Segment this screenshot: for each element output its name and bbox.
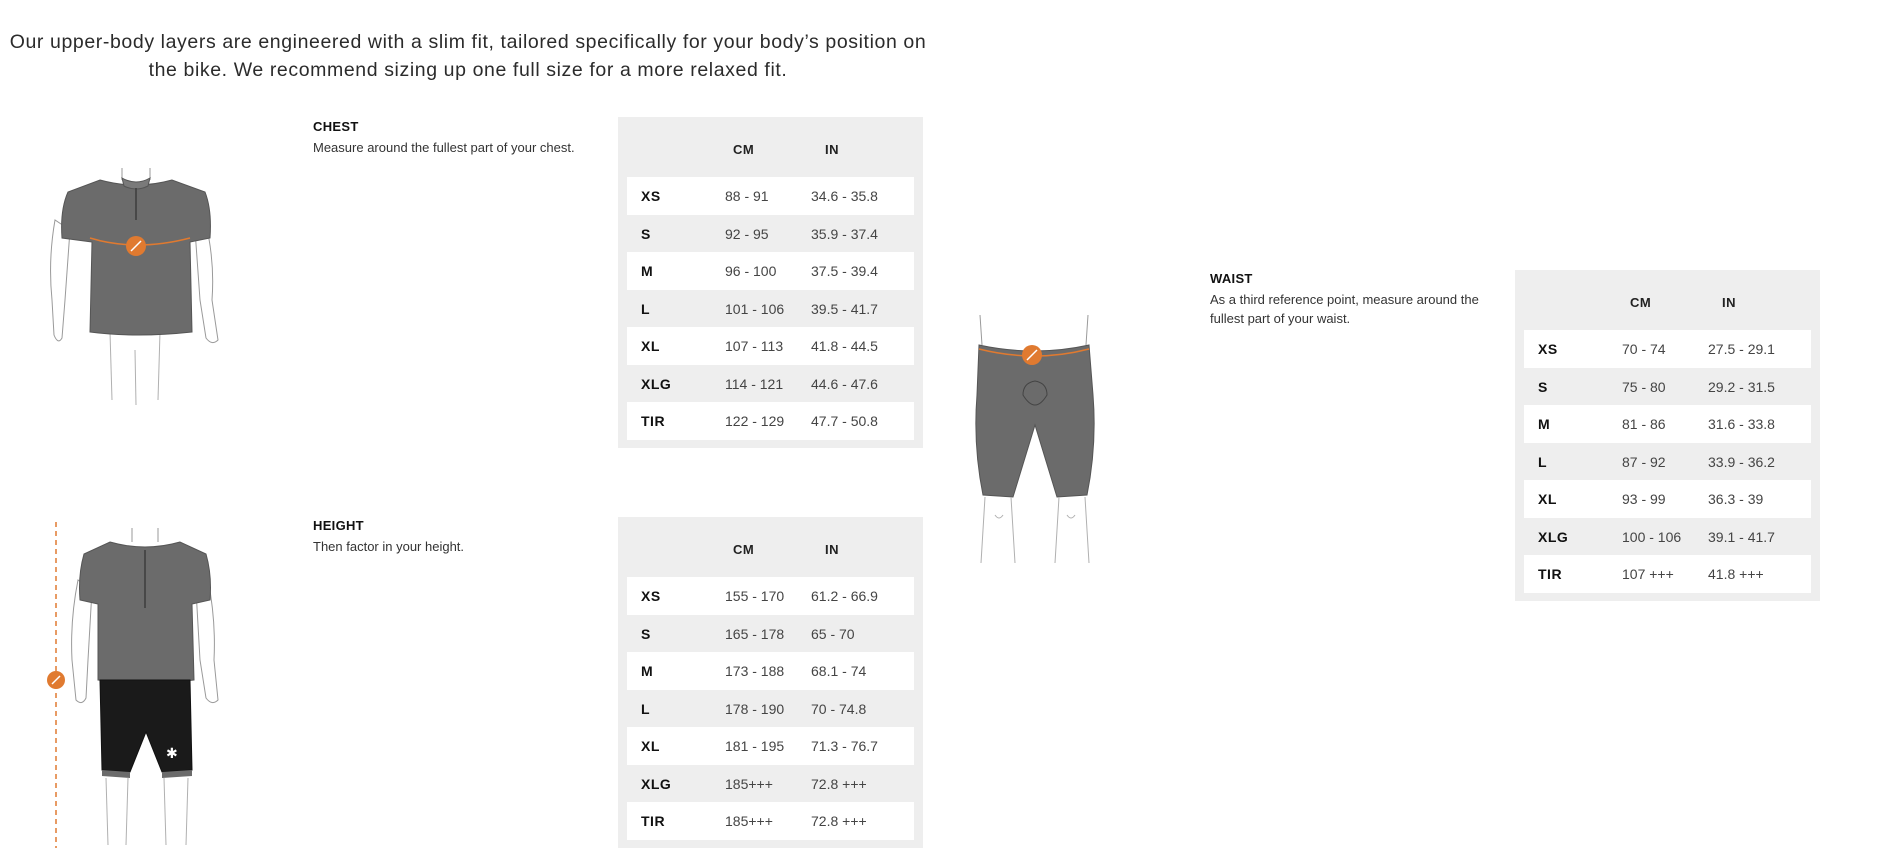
height-size-table xyxy=(618,517,923,848)
cm-value: 185+++ xyxy=(725,775,773,792)
chest-description: Measure around the fullest part of your chest. xyxy=(313,140,575,155)
cm-value: 93 - 99 xyxy=(1622,491,1666,507)
table-row xyxy=(1524,405,1811,443)
in-value: 33.9 - 36.2 xyxy=(1708,453,1775,470)
size-label: XS xyxy=(641,588,661,604)
size-label: XL xyxy=(1538,491,1557,507)
waist-section-text xyxy=(1210,271,1500,328)
table-row xyxy=(627,615,914,653)
table-row xyxy=(1524,518,1811,556)
cm-value: 122 - 129 xyxy=(725,413,785,429)
table-row xyxy=(627,215,914,253)
table-row xyxy=(1524,480,1811,518)
table-row xyxy=(627,765,914,803)
in-value: 27.5 - 29.1 xyxy=(1708,341,1775,357)
table-row xyxy=(627,652,914,690)
in-value: 47.7 - 50.8 xyxy=(811,413,878,429)
cm-value: 92 - 95 xyxy=(725,225,769,242)
cm-value: 100 - 106 xyxy=(1622,528,1682,545)
table-row xyxy=(1524,555,1811,593)
intro-text: Our upper-body layers are engineered with a slim fit, tailored specifically for your body’s position on the bike. We recommend sizing up one full size for a more relaxed fit. xyxy=(9,30,927,81)
in-value: 41.8 - 44.5 xyxy=(811,338,878,354)
in-value: 65 - 70 xyxy=(811,625,855,642)
table-row xyxy=(627,327,914,365)
chest-section-text xyxy=(313,119,613,157)
waist-title: WAIST xyxy=(1210,271,1253,286)
cm-value: 181 - 195 xyxy=(725,738,785,754)
in-value: 41.8 +++ xyxy=(1708,566,1764,582)
svg-text:✱: ✱ xyxy=(166,746,178,762)
in-value: 37.5 - 39.4 xyxy=(811,263,878,279)
cm-value: 88 - 91 xyxy=(725,188,769,204)
size-label: TIR xyxy=(641,813,666,829)
in-value: 71.3 - 76.7 xyxy=(811,738,878,754)
height-description: Then factor in your height. xyxy=(313,539,465,554)
cm-value: 114 - 121 xyxy=(725,375,784,392)
in-value: 36.3 - 39 xyxy=(1708,491,1764,507)
table-row xyxy=(627,290,914,328)
column-header-in: IN xyxy=(1722,295,1736,310)
table-row xyxy=(627,402,914,440)
size-label: S xyxy=(641,225,651,242)
in-value: 34.6 - 35.8 xyxy=(811,188,878,204)
column-header-cm: CM xyxy=(733,142,755,157)
table-header xyxy=(627,517,914,577)
table-row xyxy=(627,690,914,728)
size-label: XLG xyxy=(641,775,672,792)
table-row xyxy=(1524,443,1811,481)
in-value: 35.9 - 37.4 xyxy=(811,225,878,242)
size-label: M xyxy=(641,263,654,279)
table-row xyxy=(1524,330,1811,368)
column-header-in: IN xyxy=(825,142,839,157)
in-value: 29.2 - 31.5 xyxy=(1708,378,1775,395)
in-value: 68.1 - 74 xyxy=(811,663,867,679)
chest-measurement-illustration xyxy=(40,160,230,410)
size-label: XS xyxy=(1538,341,1558,357)
cm-value: 75 - 80 xyxy=(1622,378,1666,395)
cm-value: 70 - 74 xyxy=(1622,341,1666,357)
in-value: 31.6 - 33.8 xyxy=(1708,416,1775,432)
table-row xyxy=(627,802,914,840)
size-label: XS xyxy=(641,188,661,204)
cm-value: 101 - 106 xyxy=(725,300,785,317)
size-label: L xyxy=(641,700,651,717)
table-row xyxy=(627,252,914,290)
size-label: S xyxy=(1538,378,1548,395)
cm-value: 165 - 178 xyxy=(725,625,785,642)
cm-value: 107 +++ xyxy=(1622,566,1674,582)
in-value: 39.1 - 41.7 xyxy=(1708,528,1775,545)
in-value: 61.2 - 66.9 xyxy=(811,588,878,604)
cm-value: 185+++ xyxy=(725,813,773,829)
size-label: M xyxy=(1538,416,1551,432)
size-label: XL xyxy=(641,738,660,754)
size-label: XLG xyxy=(641,375,672,392)
size-label: L xyxy=(641,300,651,317)
in-value: 70 - 74.8 xyxy=(811,700,867,717)
table-row xyxy=(627,365,914,403)
in-value: 72.8 +++ xyxy=(811,813,867,829)
column-header-cm: CM xyxy=(733,542,755,557)
size-label: XL xyxy=(641,338,660,354)
table-row xyxy=(627,177,914,215)
size-label: S xyxy=(641,625,651,642)
table-row xyxy=(1524,368,1811,406)
chest-size-table xyxy=(618,117,923,448)
waist-size-table xyxy=(1515,270,1820,601)
size-label: TIR xyxy=(1538,566,1563,582)
size-label: XLG xyxy=(1538,528,1569,545)
waist-measurement-illustration xyxy=(965,305,1105,565)
chest-title: CHEST xyxy=(313,119,359,134)
in-value: 72.8 +++ xyxy=(811,775,867,792)
cm-value: 155 - 170 xyxy=(725,588,785,604)
cm-value: 87 - 92 xyxy=(1622,453,1666,470)
height-title: HEIGHT xyxy=(313,518,364,533)
cm-value: 173 - 188 xyxy=(725,663,785,679)
column-header-cm: CM xyxy=(1630,295,1652,310)
height-section-text xyxy=(313,518,613,556)
cm-value: 107 - 113 xyxy=(725,338,784,354)
cm-value: 81 - 86 xyxy=(1622,416,1666,432)
in-value: 44.6 - 47.6 xyxy=(811,375,878,392)
height-measurement-illustration xyxy=(40,520,230,850)
in-value: 39.5 - 41.7 xyxy=(811,300,878,317)
cm-value: 178 - 190 xyxy=(725,700,785,717)
size-label: L xyxy=(1538,453,1548,470)
table-row xyxy=(627,577,914,615)
size-label: M xyxy=(641,663,654,679)
table-row xyxy=(627,727,914,765)
table-header xyxy=(1524,270,1811,330)
waist-description: As a third reference point, measure around the fullest part of your waist. xyxy=(1210,292,1479,326)
cm-value: 96 - 100 xyxy=(725,263,777,279)
column-header-in: IN xyxy=(825,542,839,557)
table-header xyxy=(627,117,914,177)
size-label: TIR xyxy=(641,413,666,429)
